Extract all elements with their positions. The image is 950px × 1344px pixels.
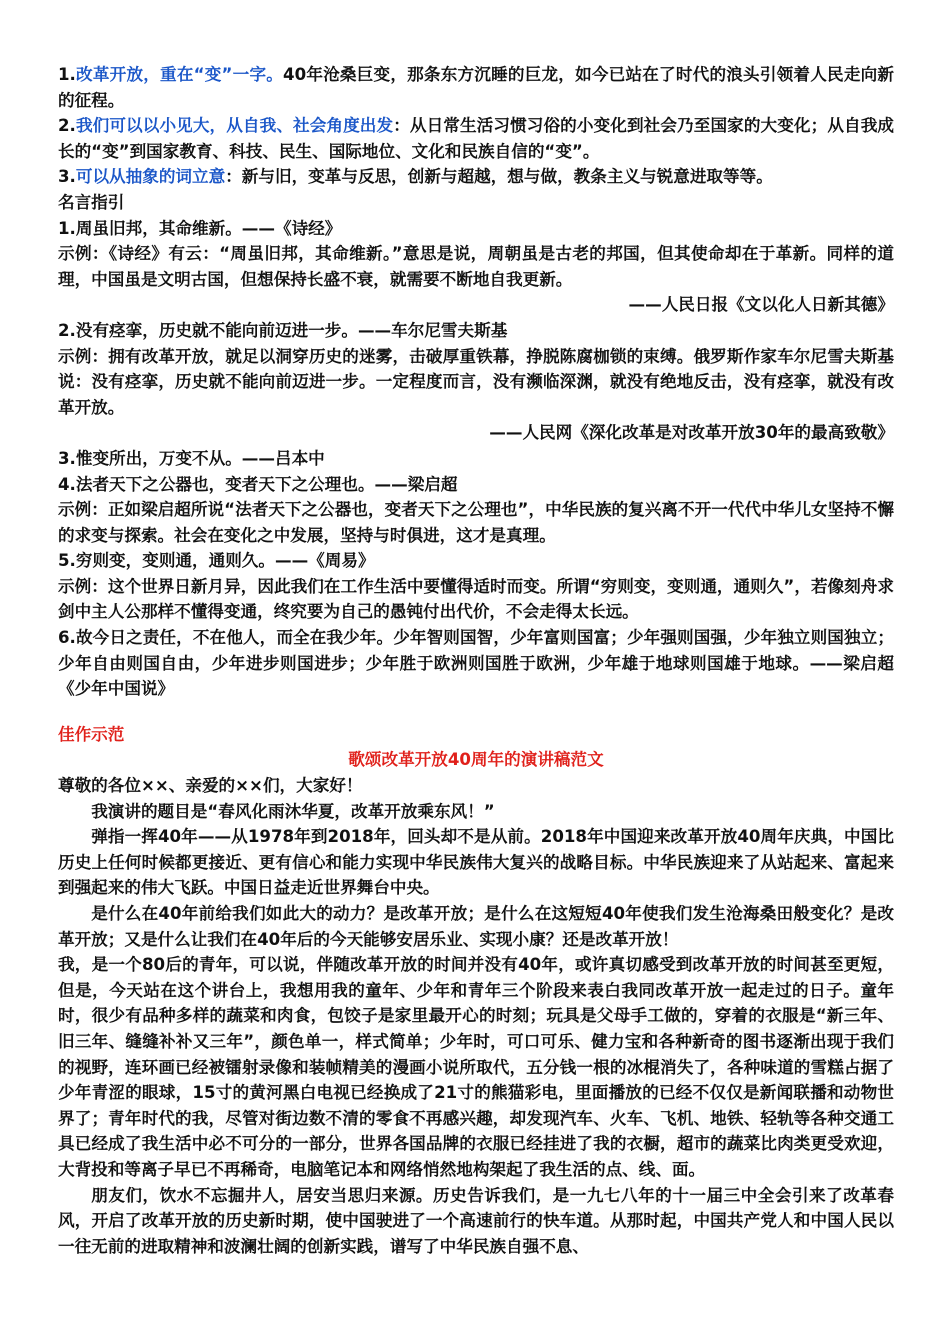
point-text: ：从日常生活习惯习俗的小变化到社会乃至国家的大变化；从自我成长的“变”到国家教育、科技、民生、国际地位、文化和民族自信的“变”。 [58,116,895,161]
essay-greeting: 尊敬的各位××、亲爱的××们，大家好！ [58,776,363,796]
quote-4: 4.法者天下之公器也，变者天下之公理也。——梁启超 [58,474,458,494]
point-text: ：新与旧，变革与反思，创新与超越，想与做，教条主义与锐意进取等等。 [225,167,773,187]
point-highlight: 可以从抽象的词立意 [75,167,226,187]
quotes-heading: 名言指引 [58,192,125,212]
essay-paragraph: 我演讲的题目是“春风化雨沐华夏，改革开放乘东风！” [91,801,495,821]
point-1 [58,62,894,113]
section-gap [58,702,894,722]
essay-title: 歌颂改革开放40周年的演讲稿范文 [348,750,604,770]
essay-paragraph-final: 朋友们，饮水不忘掘井人，居安当思归来源。历史告诉我们，是一九七八年的十一届三中全会引来了改革春风，开启了改革开放的历史新时期，使中国驶进了一个高速前行的快车道。从那时起，中国共产党人和中国人民以一往无前的进取精神和波澜壮阔的创新实践，谱写了中华民族自强不息、 [58,1185,894,1256]
quote-2-example: 示例：拥有改革开放，就足以洞穿历史的迷雾，击破厚重铁幕，挣脱陈腐枷锁的束缚。俄罗斯作家车尔尼雪夫斯基说：没有痉挛，历史就不能向前迈进一步。一定程度而言，没有濒临深渊，就没有绝地反击，没有痉挛，就没有改革开放。 [58,346,894,417]
quote-5-example: 示例：这个世界日新月异，因此我们在工作生活中要懂得适时而变。所谓“穷则变，变则通，通则久”，若像刻舟求剑中主人公那样不懂得变通，终究要为自己的愚钝付出代价，不会走得太长远。 [58,576,894,622]
section-label: 佳作示范 [58,724,125,744]
quote-2: 2.没有痉挛，历史就不能向前迈进一步。——车尔尼雪夫斯基 [58,320,508,340]
quote-5: 5.穷则变，变则通，通则久。——《周易》 [58,551,375,571]
quote-1-example: 示例：《诗经》有云：“周虽旧邦，其命维新。”意思是说，周朝虽是古老的邦国，但其使命却在于革新。同样的道理，中国虽是文明古国，但想保持长盛不衰，就需要不断地自我更新。 [58,244,894,289]
quote-3: 3.惟变所出，万变不从。——吕本中 [58,448,325,468]
quote-4-example: 示例：正如梁启超所说“法者天下之公器也，变者天下之公理也”，中华民族的复兴离不开一代代中华儿女坚持不懈的求变与探索。社会在变化之中发展，坚持与时俱进，这才是真理。 [58,500,894,545]
quote-1: 1.周虽旧邦，其命维新。——《诗经》 [58,218,342,238]
essay-paragraph-long: 我，是一个80后的青年，可以说，伴随改革开放的时间并没有40年，或许真切感受到改革开放的时间甚至更短，但是，今天站在这个讲台上，我想用我的童年、少年和青年三个阶段来表白我同改革开放一起走过的日子。童年时，很少有品种多样的蔬菜和肉食，包饺子是家里最开心的时刻；玩具是父母手工做的，穿着的衣服是“新三年、旧三年、缝缝补补又三年”，颜色单一，样式简单；少年时，可口可乐、健力宝和各种新奇的图书逐渐出现于我们的视野，连环画已经被镭射录像和装帧精美的漫画小说所取代，五分钱一根的冰棍消失了，各种味道的雪糕占据了少年青涩的眼球，15寸的黄河黑白电视已经换成了21寸的熊猫彩电，里面播放的已经不仅仅是新闻联播和动物世界了；青年时代的我，尽管对街边数不清的零食不再感兴趣，却发现汽车、火车、飞机、地铁、轻轨等各种交通工具已经成了我生活中必不可分的一部分，世界各国品牌的衣服已经挂进了我的衣橱，超市的蔬菜比肉类更受欢迎，大背投和等离子早已不再稀奇，电脑笔记本和网络悄然地构架起了我生活的点、线、面。 [58,955,894,1179]
quote-6: 6.故今日之责任，不在他人，而全在我少年。少年智则国智，少年富则国富；少年强则国强，少年独立则国独立；少年自由则国自由，少年进步则国进步；少年胜于欧洲则国胜于欧洲，少年雄于地球则国雄于地球。——梁启超《少年中国说》 [58,628,894,699]
point-text: 40年沧桑巨变，那条东方沉睡的巨龙，如今已站在了时代的浪头引领着人民走向新的征程。 [58,65,895,110]
essay-paragraph: 是什么在40年前给我们如此大的动力？是改革开放；是什么在这短短40年使我们发生沧海桑田般变化？是改革开放；又是什么让我们在40年后的今天能够安居乐业、实现小康？还是改革开放！ [58,904,894,949]
quote-1-source: ——人民日报《文以化人日新其德》 [628,295,894,315]
point-2 [58,113,894,164]
document-page [58,62,894,1259]
essay-paragraph: 弹指一挥40年——从1978年到2018年，回头却不是从前。2018年中国迎来改革开放40周年庆典，中国比历史上任何时候都更接近、更有信心和能力实现中华民族伟大复兴的战略目标。中华民族迎来了从站起来、富起来到强起来的伟大飞跃。中国日益走近世界舞台中央。 [58,827,894,898]
point-number: 2. [58,116,76,136]
point-number: 3. [58,167,76,187]
point-highlight: 改革开放，重在“变”一字。 [75,65,284,84]
point-number: 1. [58,65,76,84]
quote-2-source: ——人民网《深化改革是对改革开放30年的最高致敬》 [489,423,894,443]
point-3 [58,164,894,190]
point-highlight: 我们可以以小见大，从自我、社会角度出发 [75,116,394,136]
